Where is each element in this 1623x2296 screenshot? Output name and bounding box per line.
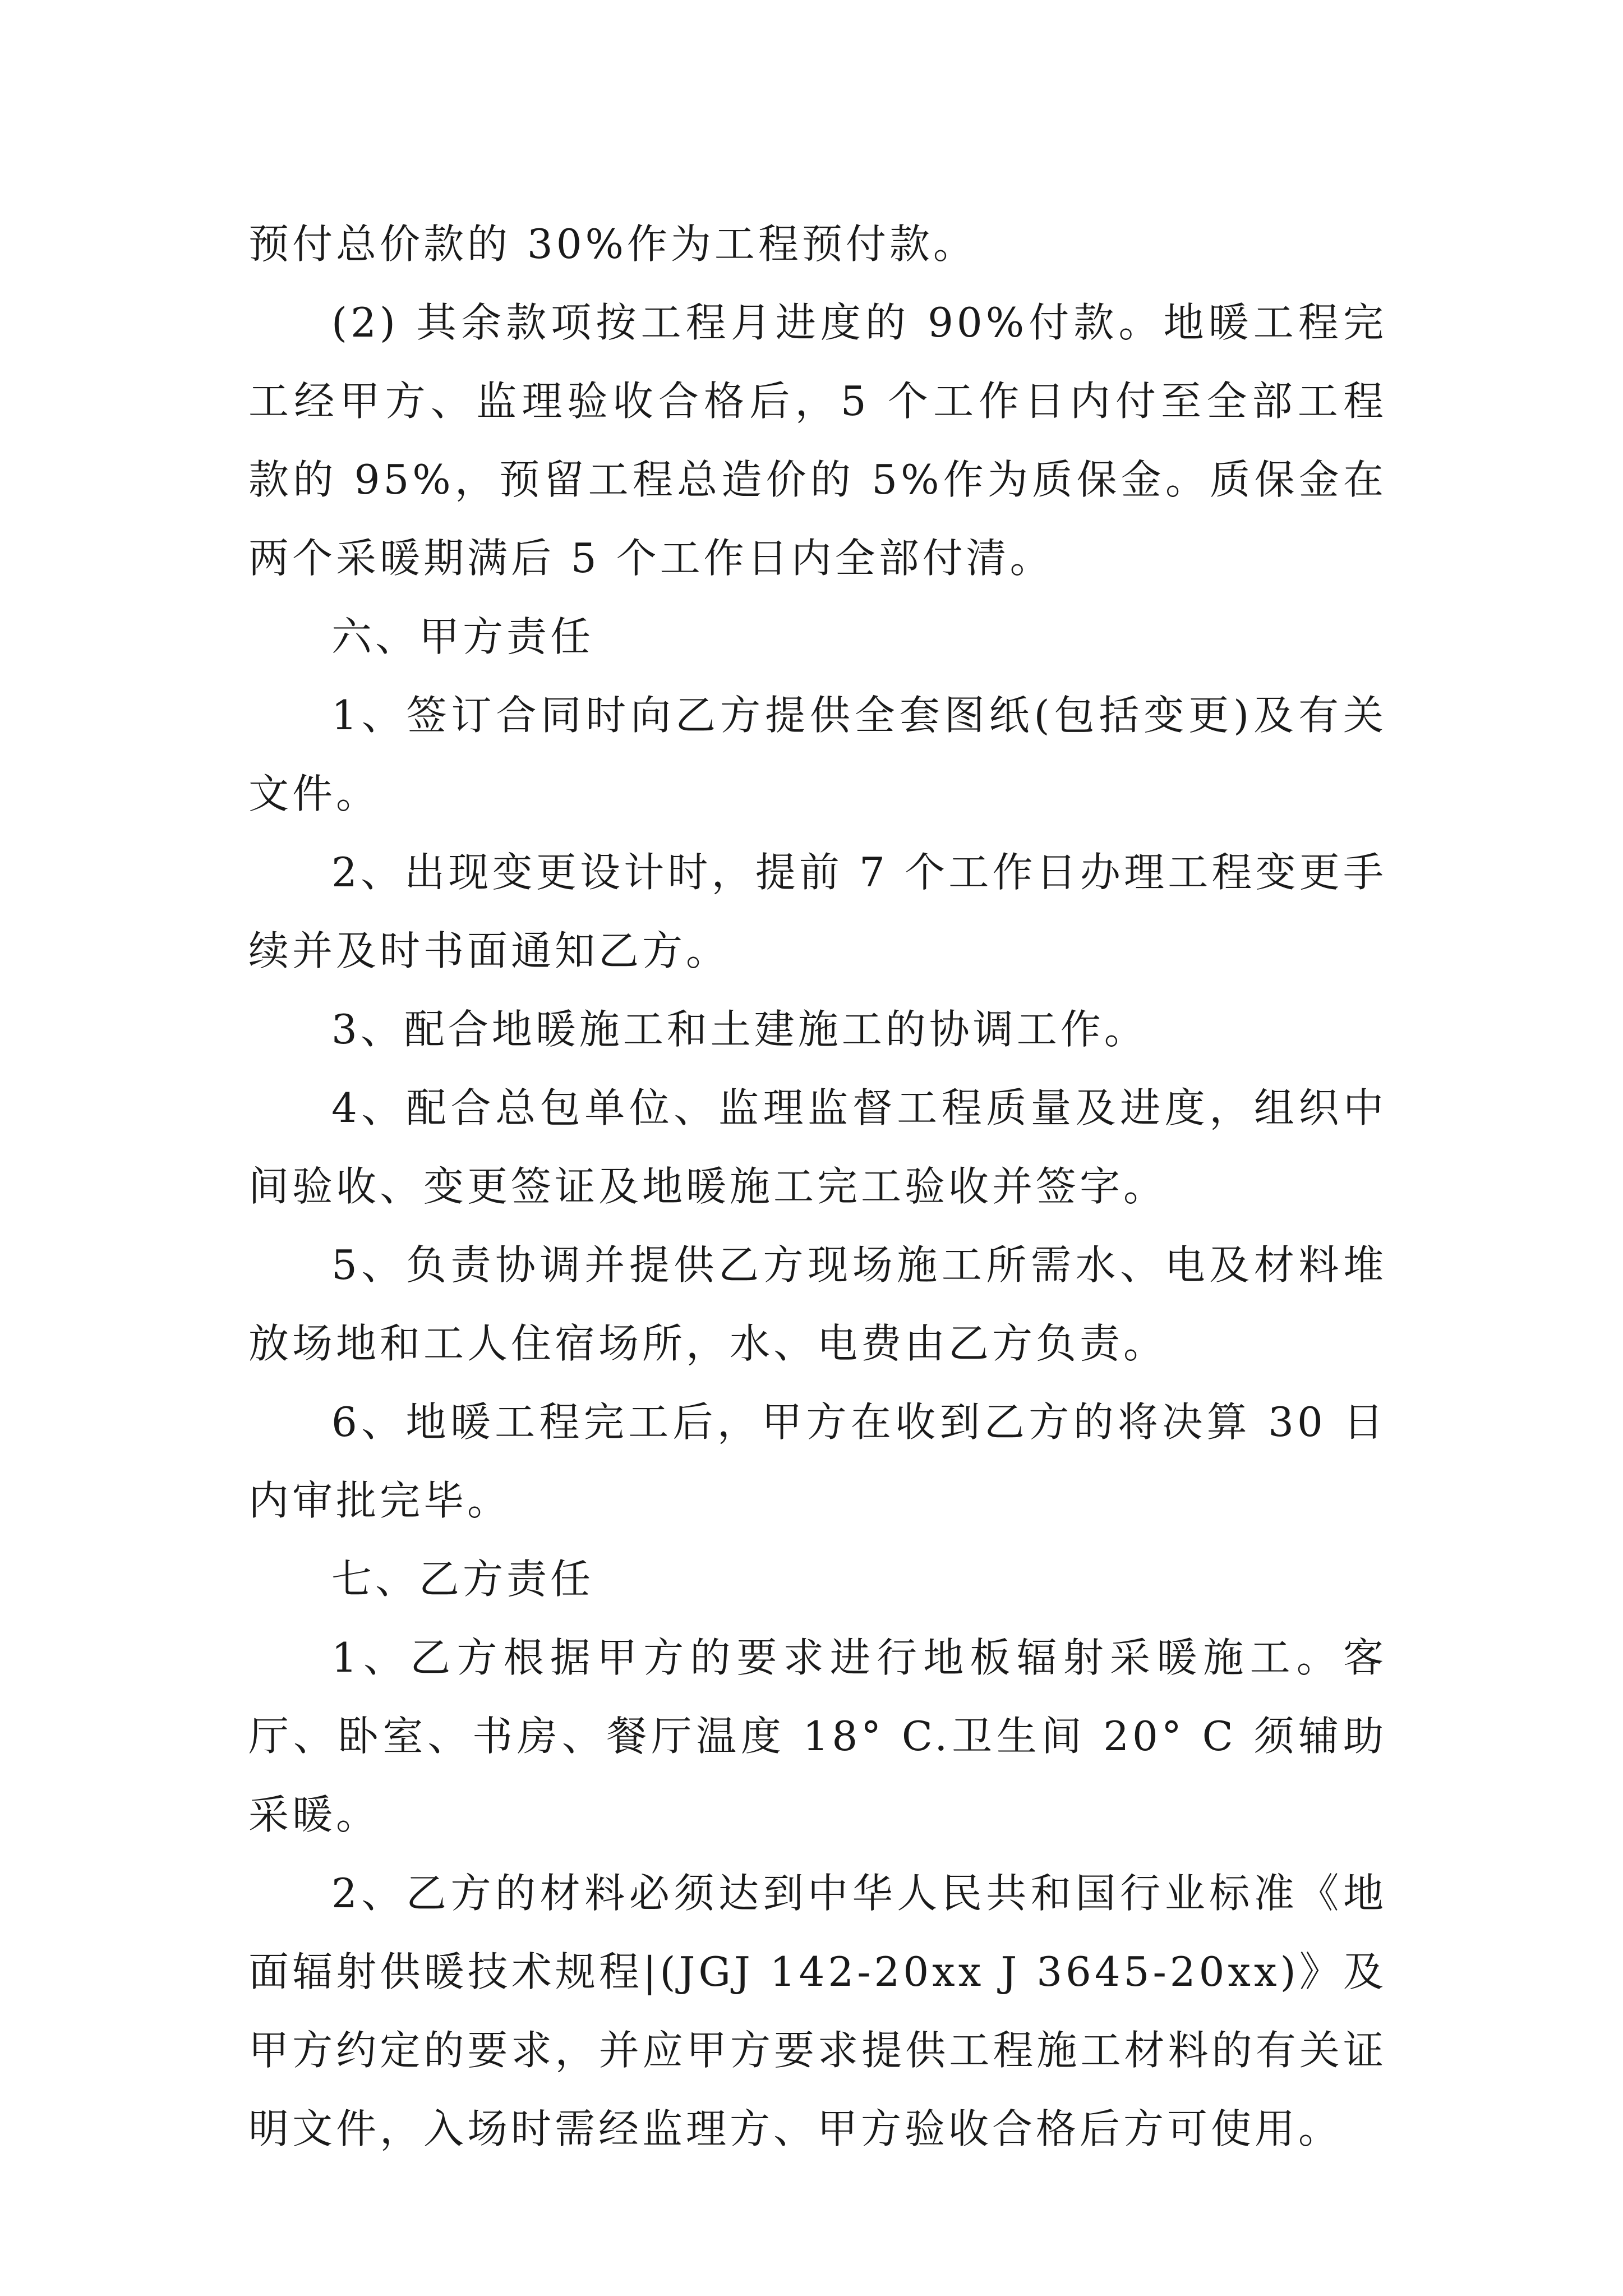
party-a-item-1: 1、签订合同时向乙方提供全套图纸(包括变更)及有关文件。 <box>248 692 1387 817</box>
section-heading-party-a: 六、甲方责任 <box>331 613 594 660</box>
section-heading-party-b: 七、乙方责任 <box>331 1556 594 1603</box>
party-a-item-5: 5、负责协调并提供乙方现场施工所需水、电及材料堆放场地和工人住宿场所，水、电费由乙方负责。 <box>248 1241 1387 1367</box>
party-a-item-3: 3、配合地暖施工和土建施工的协调工作。 <box>331 1006 1148 1053</box>
party-b-item-1: 1、乙方根据甲方的要求进行地板辐射采暖施工。客厅、卧室、书房、餐厅温度 18° C.卫生间 20° C 须辅助采暖。 <box>248 1634 1387 1838</box>
paragraph-prepayment: 预付总价款的 30%作为工程预付款。 <box>248 220 977 268</box>
party-a-item-2: 2、出现变更设计时，提前 7 个工作日办理工程变更手续并及时书面通知乙方。 <box>248 849 1387 974</box>
document-body <box>248 205 1387 2168</box>
paragraph-payment-terms: (2) 其余款项按工程月进度的 90%付款。地暖工程完工经甲方、监理验收合格后，5 个工作日内付至全部工程款的 95%，预留工程总造价的 5%作为质保金。质保金在两个采暖期满后 5 个工作日内全部付清。 <box>248 299 1387 582</box>
party-a-item-6: 6、地暖工程完工后，甲方在收到乙方的将决算 30 日内审批完毕。 <box>248 1398 1387 1524</box>
party-a-item-4: 4、配合总包单位、监理监督工程质量及进度，组织中间验收、变更签证及地暖施工完工验收并签字。 <box>248 1084 1387 1210</box>
party-b-item-2: 2、乙方的材料必须达到中华人民共和国行业标准《地面辐射供暖技术规程|(JGJ 142-20xx J 3645-20xx)》及甲方约定的要求，并应甲方要求提供工程施工材料的有关证明文件，入场时需经监理方、甲方验收合格后方可使用。 <box>248 1870 1387 2152</box>
